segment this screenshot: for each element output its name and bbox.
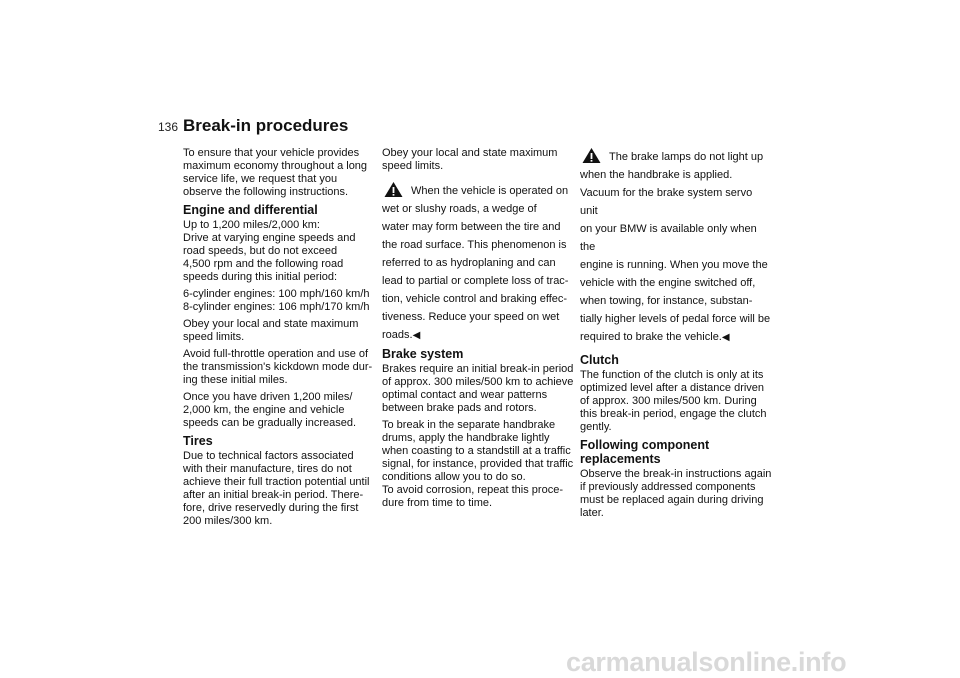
intro-paragraph: To ensure that your vehicle provides maximum economy throughout a long service life, we request that you observe the following instructions. — [183, 147, 368, 198]
speed-limits-paragraph: Obey your local and state maximum speed limits. — [382, 147, 558, 172]
full-throttle-paragraph: Avoid full-throttle operation and use of the transmission's kickdown mode dur- ing these initial miles. — [183, 348, 373, 386]
column-2 — [382, 147, 574, 514]
end-mark-icon: ◀ — [412, 330, 421, 341]
hydroplaning-warning-text: When the vehicle is operated on wet or slushy roads, a wedge of water may form between the tire and the road surface. This phenomenon is referred to as hydroplaning and can lead to partial or complete loss of trac- tion, vehicle control and braking effec- tiveness. Reduce your speed on wet roads. — [382, 185, 569, 341]
end-mark-icon: ◀ — [721, 332, 730, 343]
brake-lamps-warning-text: The brake lamps do not light up when the handbrake is applied. Vacuum for the brake system servo unit on your BMW is available only when the engine is running. When you move the vehicle with the engine switched off, when towing, for instance, substan- tially higher levels of pedal force will be required to brake the vehicle. — [580, 151, 771, 343]
tires-paragraph: Due to technical factors associated with their manufacture, tires do not achieve their full traction potential until after an initial break-in period. There- fore, drive reservedly during the first 200 miles/300 km. — [183, 450, 370, 527]
brake-system-heading: Brake system — [382, 347, 464, 361]
engine-differential-heading: Engine and differential — [183, 203, 318, 217]
tires-heading: Tires — [183, 434, 213, 448]
obey-speed-limits-paragraph: Obey your local and state maximum speed limits. — [183, 318, 359, 343]
engine-speed-limits-paragraph: 6-cylinder engines: 100 mph/160 km/h 8-cylinder engines: 106 mph/170 km/h — [183, 288, 370, 313]
column-3 — [580, 147, 772, 524]
column-1 — [183, 147, 375, 532]
brake-lamps-warning — [580, 147, 772, 345]
engine-break-in-paragraph: Up to 1,200 miles/2,000 km: Drive at varying engine speeds and road speeds, but do not exceed 4,500 rpm and the following road speeds during this initial period: — [183, 219, 356, 283]
component-replacements-heading: Following component replacements — [580, 438, 710, 466]
page-number: 136 — [158, 120, 179, 134]
clutch-paragraph: The function of the clutch is only at its optimized level after a distance driven of approx. 300 miles/500 km. During this break-in period, engage the clutch gently. — [580, 369, 767, 433]
component-replacements-paragraph: Observe the break-in instructions again if previously addressed components must be replaced again during driving later. — [580, 468, 772, 519]
warning-triangle-icon — [384, 181, 403, 198]
hydroplaning-warning — [382, 181, 574, 343]
page-title: Break-in procedures — [183, 116, 349, 135]
brake-break-in-paragraph: Brakes require an initial break-in period of approx. 300 miles/500 km to achieve optimal contact and wear patterns between brake pads and rotors. — [382, 363, 574, 414]
gradual-increase-paragraph: Once you have driven 1,200 miles/ 2,000 km, the engine and vehicle speeds can be gradually increased. — [183, 391, 357, 429]
clutch-heading: Clutch — [580, 353, 619, 367]
warning-triangle-icon — [582, 147, 601, 164]
watermark: carmanualsonline.info — [566, 647, 847, 677]
handbrake-break-in-paragraph: To break in the separate handbrake drums, apply the handbrake lightly when coasting to a standstill at a traffic signal, for instance, provided that traffic conditions allow you to do so. To avoid corrosion, repeat this proce- dure from time to time. — [382, 419, 574, 509]
